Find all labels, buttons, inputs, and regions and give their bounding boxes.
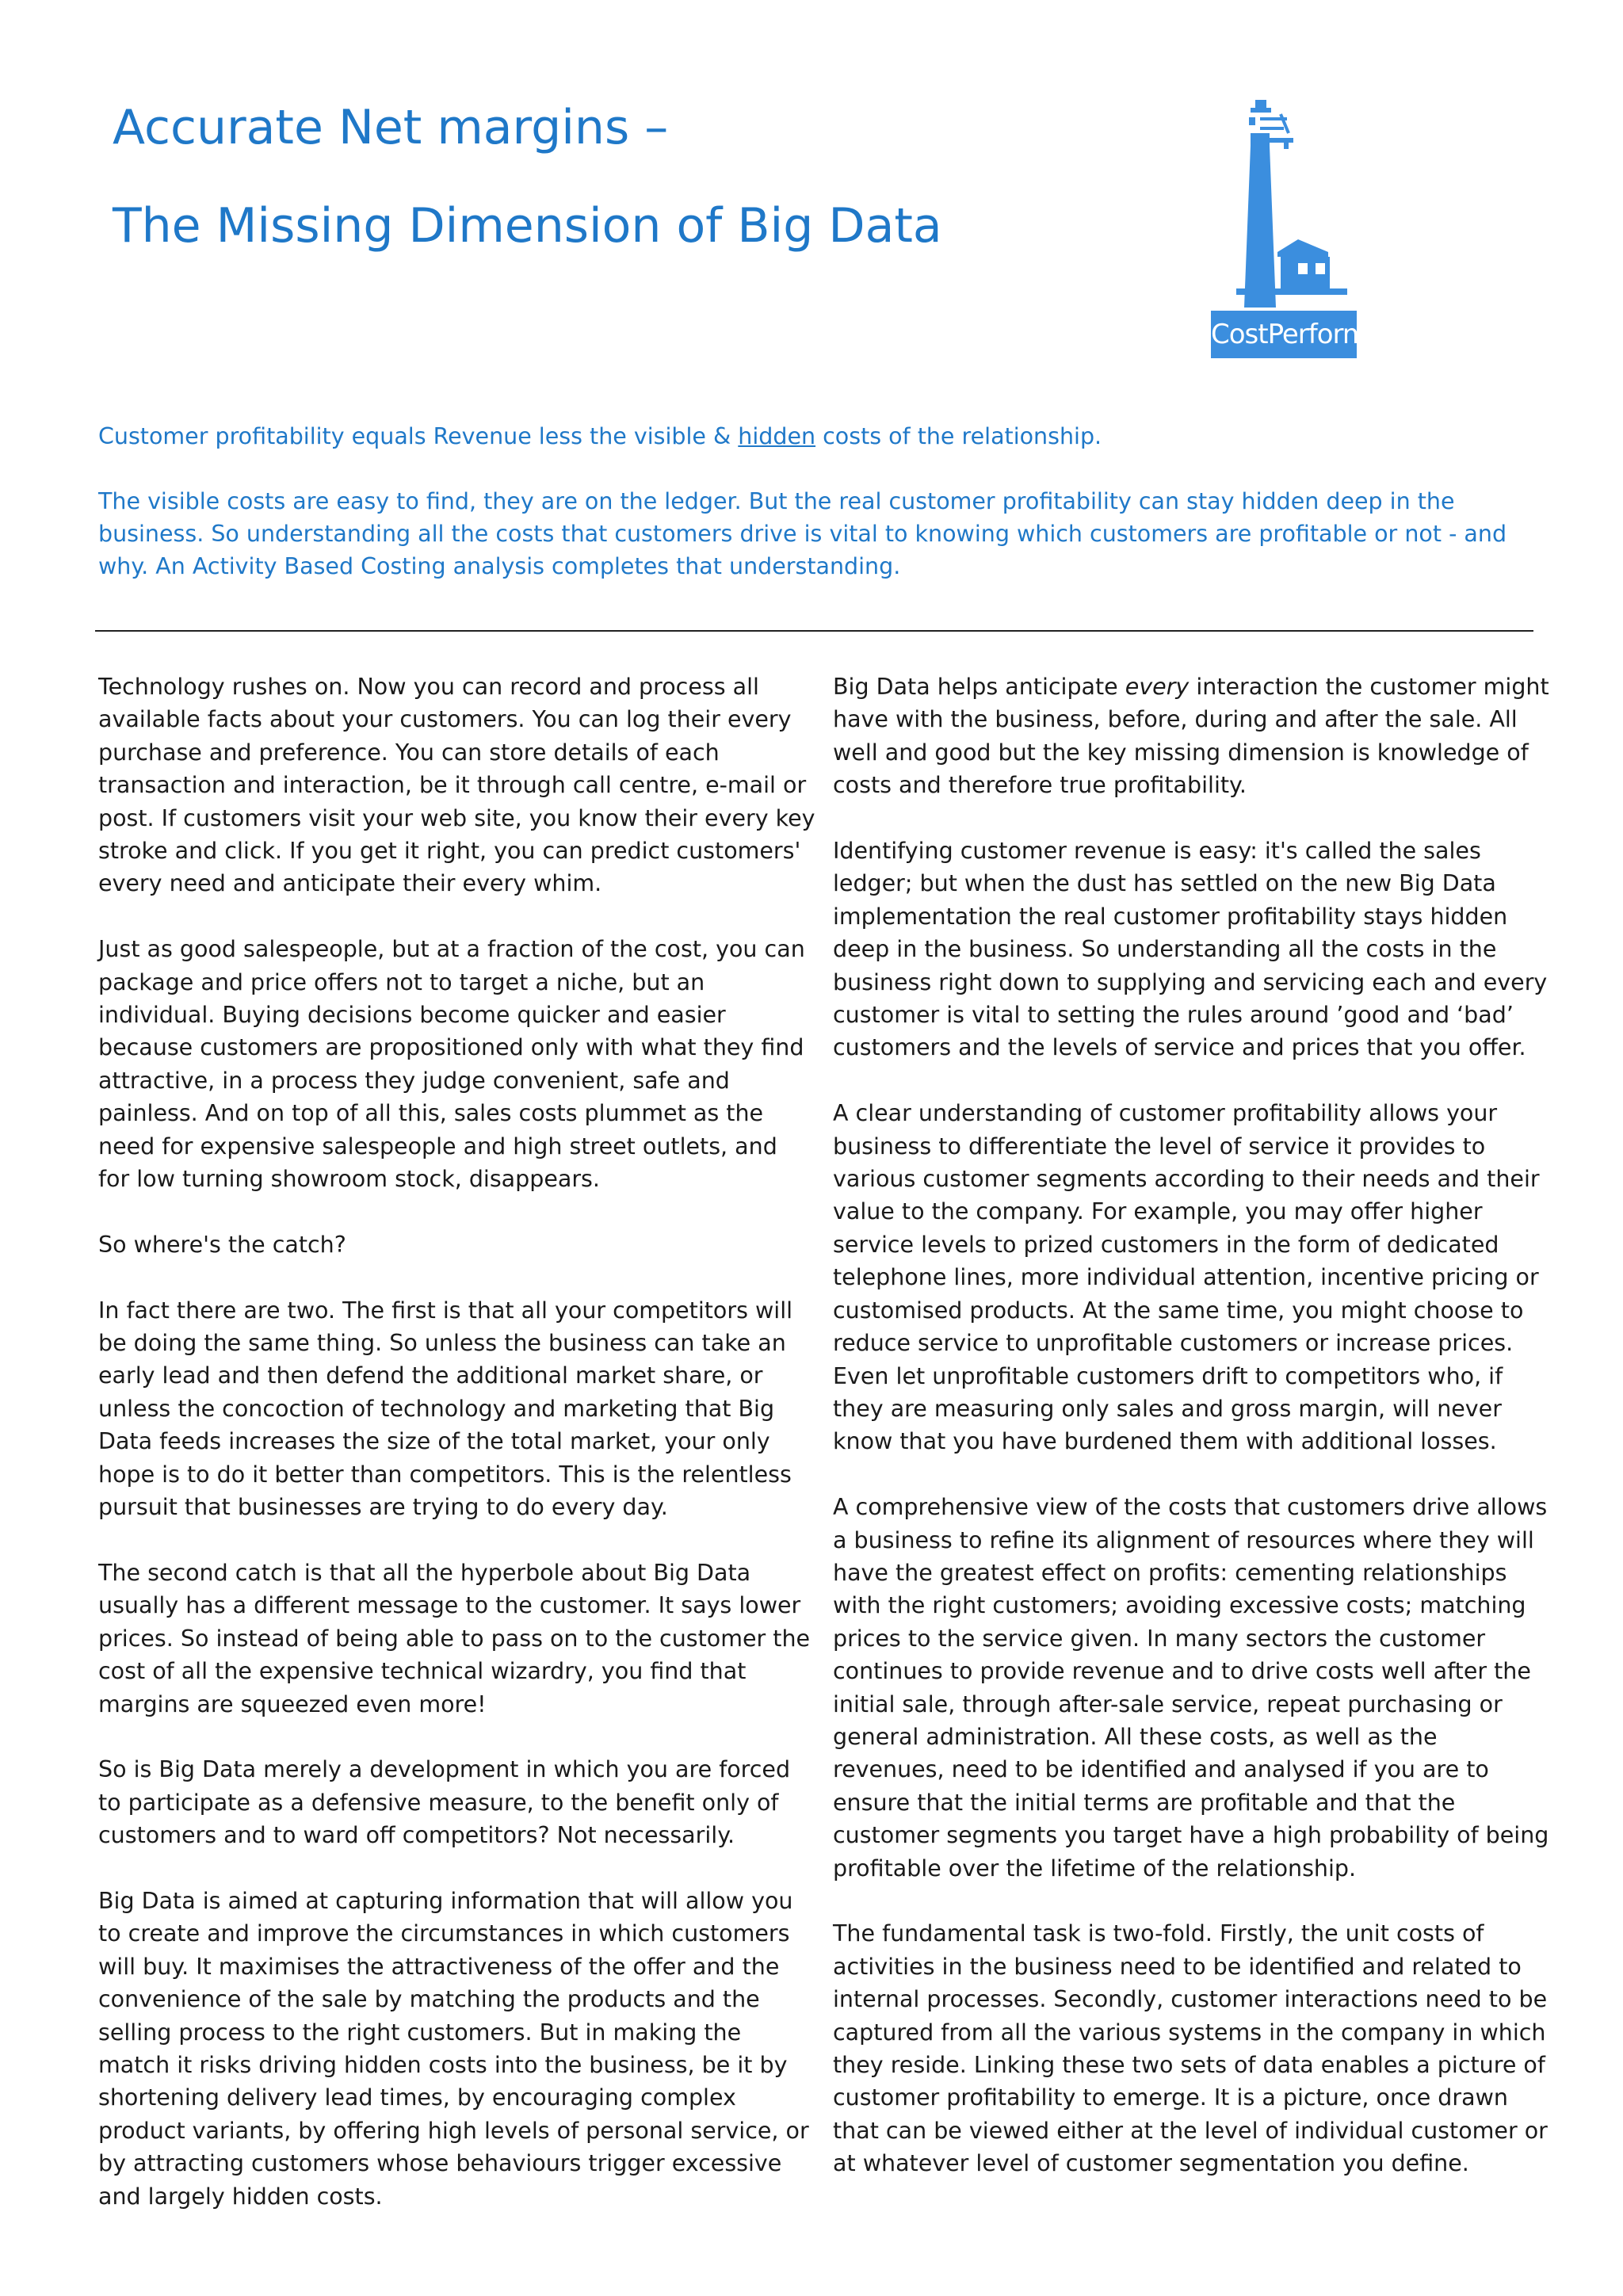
- page-title-line2: The Missing Dimension of Big Data: [113, 198, 942, 254]
- right-column: [833, 670, 1550, 2180]
- body-paragraph: So where's the catch?: [98, 1231, 346, 1258]
- body-paragraph: Just as good salespeople, but at a fraction of the cost, you can package and price offers not to target a niche, but an individual. Buying decisions become quicker and easier because customers are propositioned only with what they find attractive, in a process they judge convenient, safe and painless. And on top of all this, sales costs plummet as the need for expensive salespeople and high street outlets, and for low turning showroom stock, disappears.: [98, 936, 805, 1193]
- logo-label: CostPerform: [1211, 311, 1357, 358]
- intro-summary: [98, 420, 1525, 583]
- divider: [95, 630, 1533, 632]
- body-paragraph: So is Big Data merely a development in which you are forced to participate as a defensive measure, to the benefit only of customers and to ward off competitors? Not necessarily.: [98, 1756, 791, 1849]
- left-column: [98, 670, 815, 2213]
- body-paragraph: Big Data is aimed at capturing information that will allow you to create and improve the circumstances in which customers will buy. It maximises the attractiveness of the offer and the convenience of the sale by matching the products and the selling process to the right customers. But in making the match it risks driving hidden costs into the business, be it by shortening delivery lead times, by encouraging complex product variants, by offering high levels of personal service, or by attracting customers whose behaviours trigger excessive and largely hidden costs.: [98, 1887, 809, 2210]
- body-paragraph: In fact there are two. The first is that all your competitors will be doing the same thing. So unless the business can take an early lead and then defend the additional market share, or unless the concoction of technology and marketing that Big Data feeds increases the size of the total market, your only hope is to do it better than competitors. This is the relentless pursuit that businesses are trying to do every day.: [98, 1297, 793, 1521]
- lighthouse-icon: [1205, 94, 1363, 315]
- body-paragraph: Technology rushes on. Now you can record and process all available facts about your customers. You can log their every purchase and preference. You can store details of each transaction and interaction, be it through call centre, e-mail or post. If customers visit your web site, you know their every key stroke and click. If you get it right, you can predict customers' every need and anticipate their every whim.: [98, 674, 815, 897]
- intro-text: Customer profitability equals Revenue less the visible &: [98, 423, 739, 449]
- body-paragraph: The fundamental task is two-fold. Firstly, the unit costs of activities in the business need to be identified and related to internal processes. Secondly, customer interactions need to be captured from all the various systems in the company in which they reside. Linking these two sets of data enables a picture of customer profitability to emerge. It is a picture, once drawn that can be viewed either at the level of individual customer or at whatever level of customer segmentation you define.: [833, 1920, 1548, 2177]
- intro-paragraph-2: The visible costs are easy to find, they are on the ledger. But the real customer profitability can stay hidden deep in the business. So understanding all the costs that customers drive is vital to knowing which customers are profitable or not - and why. An Activity Based Costing analysis completes that understanding.: [98, 488, 1507, 579]
- title-block: [113, 99, 1143, 254]
- costperform-logo: [1205, 94, 1369, 363]
- body-paragraph: The second catch is that all the hyperbole about Big Data usually has a different message to the customer. It says lower prices. So instead of being able to pass on to the customer the cost of all the expensive technical wizardry, you find that margins are squeezed even more!: [98, 1559, 811, 1717]
- body-text: Big Data helps anticipate: [833, 674, 1125, 700]
- body-paragraph: Identifying customer revenue is easy: it's called the sales ledger; but when the dust has settled on the new Big Data implementation the real customer profitability stays hidden deep in the business. So understanding all the costs in the business right down to supplying and servicing each and every customer is vital to setting the rules around ’good and ‘bad’ customers and the levels of service and prices that you offer.: [833, 838, 1548, 1061]
- body-text: interaction the customer might have with the business, before, during and after the sale. All well and good but the key missing dimension is knowledge of costs and therefore true profitability.: [833, 674, 1549, 799]
- hidden-link: hidden: [738, 423, 816, 449]
- page-title-line1: Accurate Net margins –: [113, 100, 669, 155]
- body-paragraph: [833, 670, 1550, 802]
- intro-paragraph-1: [98, 420, 1525, 453]
- body-paragraph: A clear understanding of customer profitability allows your business to differentiate the level of service it provides to various customer segments according to their needs and their value to the company. For example, you may offer higher service levels to prized customers in the form of dedicated telephone lines, more individual attention, incentive pricing or customised products. At the same time, you might choose to reduce service to unprofitable customers or increase prices. Even let unprofitable customers drift to competitors who, if they are measuring only sales and gross margin, will never know that you have burdened them with additional losses.: [833, 1100, 1540, 1455]
- body-paragraph: A comprehensive view of the costs that customers drive allows a business to refine its alignment of resources where they will have the greatest effect on profits: cementing relationships with the right customers; avoiding excessive costs; matching prices to the service given. In many sectors the customer continues to provide revenue and to drive costs well after the initial sale, through after-sale service, repeat purchasing or general administration. All these costs, as well as the revenues, need to be identified and analysed if you are to ensure that the initial terms are profitable and that the customer segments you target have a high probability of being profitable over the lifetime of the relationship.: [833, 1494, 1549, 1881]
- intro-text: costs of the relationship.: [815, 423, 1102, 449]
- emphasis-every: every: [1125, 674, 1190, 700]
